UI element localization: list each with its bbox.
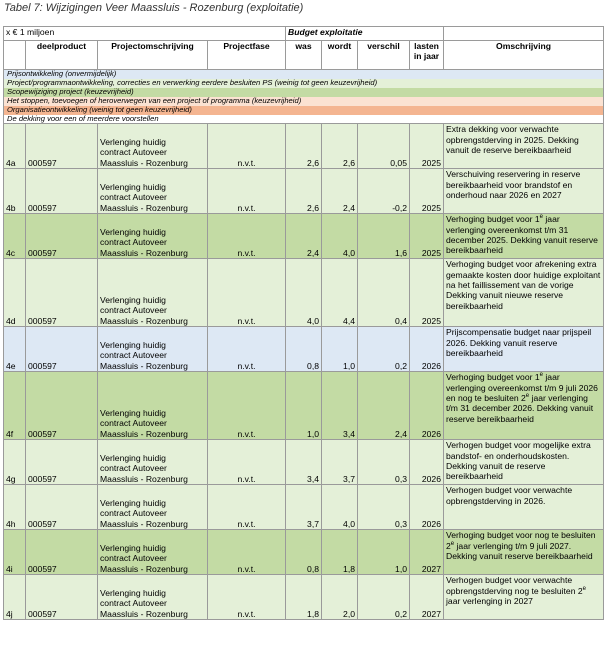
row-was: 3,4 [286, 440, 322, 485]
row-number: 4g [4, 440, 26, 485]
unit-label: x € 1 miljoen [4, 27, 286, 41]
row-number: 4f [4, 372, 26, 440]
legend-item: Het stoppen, toevoegen of heroverwegen van een project of programma (keuzevrijheid) [4, 97, 604, 106]
row-omschrijving: Verhogen budget voor verwachte opbrengstderving in 2026. [444, 485, 604, 530]
col-deelproduct: deelproduct [26, 41, 98, 70]
row-was: 1,0 [286, 372, 322, 440]
col-omschrijving: Omschrijving [444, 41, 604, 70]
row-deelproduct: 000597 [26, 372, 98, 440]
row-omschrijving: Verschuiving reservering in reserve bereikbaarheid voor brandstof en onderhoud naar 2026 en 2027 [444, 169, 604, 214]
row-verschil: -0,2 [358, 169, 410, 214]
row-deelproduct: 000597 [26, 259, 98, 327]
table-caption: Tabel 7: Wijzigingen Veer Maassluis - Rozenburg (exploitatie) [4, 2, 304, 14]
row-omschrijving: Prijscompensatie budget naar prijspeil 2026. Dekking vanuit reserve bereikbaarheid [444, 327, 604, 372]
row-projectomschrijving: Verlenging huidig contract Autoveer Maassluis - Rozenburg [98, 169, 208, 214]
row-deelproduct: 000597 [26, 327, 98, 372]
row-wordt: 4,0 [322, 214, 358, 259]
col-wordt: wordt [322, 41, 358, 70]
row-omschrijving: Verhoging budget voor 1e jaar verlenging overeenkomst t/m 9 juli 2026 en nog te besluiten 2e jaar verlenging t/m 31 december 2026. Dekking vanuit reserve bereikbaarheid [444, 372, 604, 440]
row-lasten-jaar: 2026 [410, 327, 444, 372]
row-projectomschrijving: Verlenging huidig contract Autoveer Maassluis - Rozenburg [98, 124, 208, 169]
row-number: 4c [4, 214, 26, 259]
row-wordt: 1,0 [322, 327, 358, 372]
table-row [4, 372, 604, 440]
row-lasten-jaar: 2026 [410, 440, 444, 485]
col-verschil: verschil [358, 41, 410, 70]
legend-item: Project/programmaontwikkeling, correcties en verwerking eerdere besluiten PS (weinig tot geen keuzevrijheid) [4, 79, 604, 88]
row-projectfase: n.v.t. [208, 485, 286, 530]
table-row [4, 530, 604, 575]
row-verschil: 0,3 [358, 485, 410, 530]
legend-item: Organisatieontwikkeling (weinig tot geen keuzevrijheid) [4, 106, 604, 115]
row-deelproduct: 000597 [26, 124, 98, 169]
row-projectfase: n.v.t. [208, 214, 286, 259]
legend-item: Scopewijziging project (keuzevrijheid) [4, 88, 604, 97]
col-lasten-in-jaar: lasten in jaar [410, 41, 444, 70]
row-projectfase: n.v.t. [208, 575, 286, 620]
table-row [4, 440, 604, 485]
row-projectfase: n.v.t. [208, 372, 286, 440]
row-projectomschrijving: Verlenging huidig contract Autoveer Maassluis - Rozenburg [98, 259, 208, 327]
row-omschrijving: Extra dekking voor verwachte opbrengstderving in 2025. Dekking vanuit de reserve bereikbaarheid [444, 124, 604, 169]
table-row [4, 259, 604, 327]
table-row [4, 327, 604, 372]
row-lasten-jaar: 2025 [410, 259, 444, 327]
budget-group-header: Budget exploitatie [286, 27, 444, 41]
row-omschrijving: Verhoging budget voor nog te besluiten 2e jaar verlenging t/m 9 juli 2027. Dekking vanuit reserve bereikbaarheid [444, 530, 604, 575]
row-deelproduct: 000597 [26, 485, 98, 530]
row-wordt: 2,0 [322, 575, 358, 620]
row-verschil: 1,6 [358, 214, 410, 259]
row-deelproduct: 000597 [26, 169, 98, 214]
row-deelproduct: 000597 [26, 575, 98, 620]
row-projectomschrijving: Verlenging huidig contract Autoveer Maassluis - Rozenburg [98, 327, 208, 372]
row-lasten-jaar: 2026 [410, 485, 444, 530]
row-projectomschrijving: Verlenging huidig contract Autoveer Maassluis - Rozenburg [98, 214, 208, 259]
row-verschil: 0,4 [358, 259, 410, 327]
row-verschil: 0,2 [358, 575, 410, 620]
row-lasten-jaar: 2026 [410, 372, 444, 440]
row-verschil: 0,05 [358, 124, 410, 169]
row-was: 0,8 [286, 530, 322, 575]
row-deelproduct: 000597 [26, 530, 98, 575]
row-projectfase: n.v.t. [208, 327, 286, 372]
row-lasten-jaar: 2025 [410, 214, 444, 259]
row-wordt: 1,8 [322, 530, 358, 575]
row-wordt: 4,0 [322, 485, 358, 530]
row-lasten-jaar: 2027 [410, 575, 444, 620]
row-number: 4j [4, 575, 26, 620]
row-number: 4e [4, 327, 26, 372]
table-row [4, 575, 604, 620]
row-projectfase: n.v.t. [208, 530, 286, 575]
table-row [4, 485, 604, 530]
row-projectfase: n.v.t. [208, 124, 286, 169]
table-row [4, 214, 604, 259]
row-verschil: 2,4 [358, 372, 410, 440]
row-lasten-jaar: 2027 [410, 530, 444, 575]
row-verschil: 1,0 [358, 530, 410, 575]
col-projectomschrijving: Projectomschrijving [98, 41, 208, 70]
row-verschil: 0,2 [358, 327, 410, 372]
row-projectomschrijving: Verlenging huidig contract Autoveer Maassluis - Rozenburg [98, 575, 208, 620]
legend-item: De dekking voor een of meerdere voorstellen [4, 115, 604, 124]
row-projectfase: n.v.t. [208, 440, 286, 485]
row-deelproduct: 000597 [26, 214, 98, 259]
row-projectomschrijving: Verlenging huidig contract Autoveer Maassluis - Rozenburg [98, 530, 208, 575]
row-was: 2,6 [286, 124, 322, 169]
row-number: 4d [4, 259, 26, 327]
row-was: 0,8 [286, 327, 322, 372]
col-was: was [286, 41, 322, 70]
row-omschrijving: Verhoging budget voor afrekening extra gemaakte kosten door huidige exploitant na het faillissement van de vorige Dekking vanuit nieuwe reserve bereikbaarheid [444, 259, 604, 327]
legend-item: Prijsontwikkeling (onvermijdelijk) [4, 70, 604, 79]
row-wordt: 2,4 [322, 169, 358, 214]
row-projectfase: n.v.t. [208, 259, 286, 327]
row-projectomschrijving: Verlenging huidig contract Autoveer Maassluis - Rozenburg [98, 372, 208, 440]
row-number: 4b [4, 169, 26, 214]
table-row [4, 169, 604, 214]
row-was: 4,0 [286, 259, 322, 327]
row-was: 3,7 [286, 485, 322, 530]
row-verschil: 0,3 [358, 440, 410, 485]
row-omschrijving: Verhogen budget voor mogelijke extra bandstof- en onderhoudskosten. Dekking vanuit de reserve bereikbaarheid [444, 440, 604, 485]
row-projectfase: n.v.t. [208, 169, 286, 214]
row-number: 4h [4, 485, 26, 530]
row-omschrijving: Verhogen budget voor verwachte opbrengstderving nog te besluiten 2e jaar verlenging in 2027 [444, 575, 604, 620]
row-was: 2,4 [286, 214, 322, 259]
col-projectfase: Projectfase [208, 41, 286, 70]
row-was: 1,8 [286, 575, 322, 620]
row-wordt: 3,4 [322, 372, 358, 440]
row-number: 4i [4, 530, 26, 575]
row-lasten-jaar: 2025 [410, 124, 444, 169]
row-wordt: 2,6 [322, 124, 358, 169]
row-number: 4a [4, 124, 26, 169]
row-omschrijving: Verhoging budget voor 1e jaar verlenging overeenkomst t/m 31 december 2025. Dekking vanuit reserve bereikbaarheid [444, 214, 604, 259]
row-lasten-jaar: 2025 [410, 169, 444, 214]
row-wordt: 4,4 [322, 259, 358, 327]
row-projectomschrijving: Verlenging huidig contract Autoveer Maassluis - Rozenburg [98, 485, 208, 530]
row-wordt: 3,7 [322, 440, 358, 485]
row-was: 2,6 [286, 169, 322, 214]
changes-table [3, 26, 604, 620]
row-deelproduct: 000597 [26, 440, 98, 485]
row-projectomschrijving: Verlenging huidig contract Autoveer Maassluis - Rozenburg [98, 440, 208, 485]
table-row [4, 124, 604, 169]
